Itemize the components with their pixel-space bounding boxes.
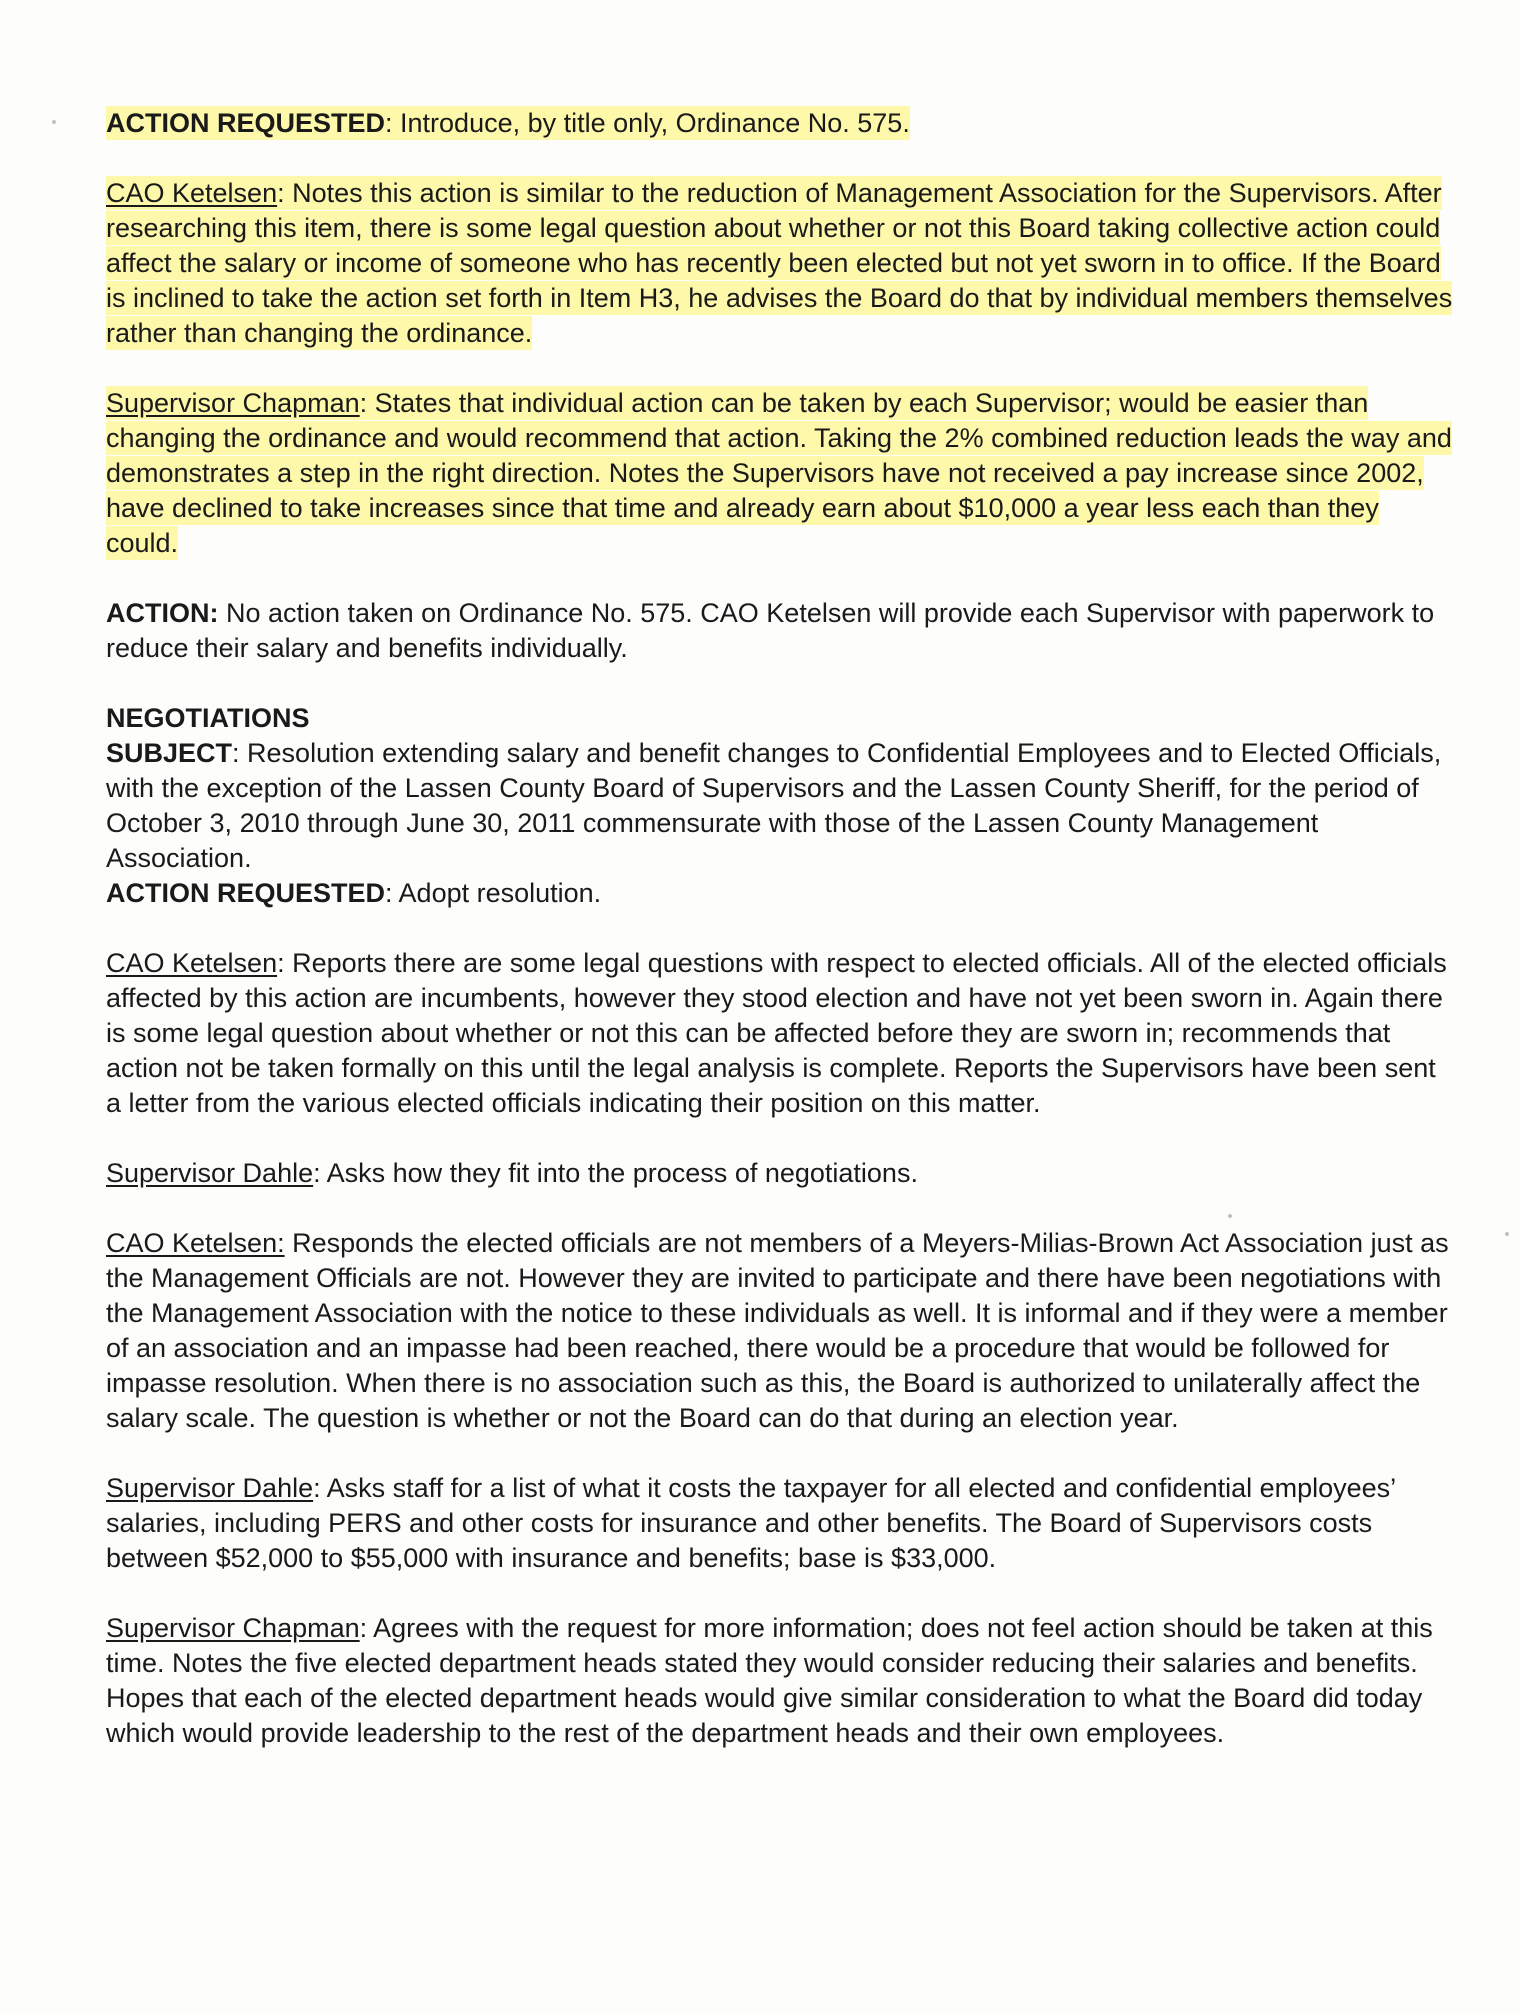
scan-speck	[52, 120, 56, 124]
statement-text: : States that individual action can be taken by each Supervisor; would be easier than changing the ordinance and would recommend that action. Taking the 2% combined reduction leads the way and demonstrates a step in the right direction. Notes the Supervisors have not received a pay increase since 2002, have declined to take increases since that time and already earn about $10,000 a year less each than they could.	[106, 388, 1452, 558]
statement-text: : Agrees with the request for more information; does not feel action should be taken at this time. Notes the five elected department heads stated they would consider reducing their salaries and benefits. Hopes that each of the elected department heads would give similar consideration to what the Board did today which would provide leadership to the rest of the department heads and their own employees.	[106, 1613, 1433, 1748]
highlighted-span	[106, 106, 910, 140]
statement-text: : Reports there are some legal questions with respect to elected officials. All of the elected officials affected by this action are incumbents, however they stood election and have not yet been sworn in. Again there is some legal question about whether or not this can be affected before they are sworn in; recommends that action not be taken formally on this until the legal analysis is complete. Reports the Supervisors have been sent a letter from the various elected officials indicating their position on this matter.	[106, 948, 1447, 1118]
speaker-name: CAO Ketelsen	[106, 178, 278, 208]
supervisor-chapman-statement-1	[106, 386, 1456, 561]
action-result	[106, 596, 1456, 666]
scan-speck	[1228, 1214, 1232, 1218]
statement-text: : Notes this action is similar to the reduction of Management Association for the Supervisors. After researching this item, there is some legal question about whether or not this Board taking collective action could affect the salary or income of someone who has recently been elected but not yet sworn in to office. If the Board is inclined to take the action set forth in Item H3, he advises the Board do that by individual members themselves rather than changing the ordinance.	[106, 178, 1453, 348]
cao-ketelsen-response	[106, 1226, 1456, 1436]
negotiations-section	[106, 701, 1459, 911]
negotiations-heading: NEGOTIATIONS	[106, 703, 310, 733]
supervisor-dahle-question	[106, 1156, 1456, 1191]
highlighted-span	[106, 176, 1452, 350]
cao-ketelsen-note-1	[106, 176, 1456, 351]
action-text: No action taken on Ordinance No. 575. CAO Ketelsen will provide each Supervisor with paperwork to reduce their salary and benefits individually.	[106, 598, 1435, 663]
action-requested-label: ACTION REQUESTED	[106, 878, 386, 908]
statement-text: Responds the elected officials are not members of a Meyers-Milias-Brown Act Association just as the Management Officials are not. However they are invited to participate and there have been negotiations with the Management Association with the notice to these individuals as well. It is informal and if they were a member of an association and an impasse had been reached, there would be a procedure that would be followed for impasse resolution. When there is no association such as this, the Board is authorized to unilaterally affect the salary scale. The question is whether or not the Board can do that during an election year.	[106, 1228, 1449, 1433]
speaker-name: CAO Ketelsen	[106, 948, 278, 978]
action-requested-text: : Introduce, by title only, Ordinance No. 575.	[385, 108, 910, 138]
highlighted-span	[106, 386, 1452, 560]
action-requested-label: ACTION REQUESTED	[106, 108, 386, 138]
speaker-name: Supervisor Chapman	[106, 388, 360, 418]
action-requested-resolution	[106, 876, 1456, 911]
action-label: ACTION:	[106, 598, 219, 628]
cao-ketelsen-report	[106, 946, 1456, 1121]
subject-line	[106, 736, 1456, 876]
statement-text: : Asks staff for a list of what it costs the taxpayer for all elected and confidential employees’ salaries, including PERS and other costs for insurance and other benefits. The Board of Supervisors costs between $52,000 to $55,000 with insurance and benefits; base is $33,000.	[106, 1473, 1396, 1573]
action-requested-ordinance	[106, 106, 1456, 141]
subject-label: SUBJECT	[106, 738, 233, 768]
action-requested-text: : Adopt resolution.	[385, 878, 602, 908]
speaker-name: Supervisor Chapman	[106, 1613, 360, 1643]
subject-text: : Resolution extending salary and benefit changes to Confidential Employees and to Elected Officials, with the exception of the Lassen County Board of Supervisors and the Lassen County Sheriff, for the period of October 3, 2010 through June 30, 2011 commensurate with those of the Lassen County Management Association.	[106, 738, 1442, 873]
speaker-name: CAO Ketelsen:	[106, 1228, 285, 1258]
supervisor-dahle-request	[106, 1471, 1456, 1576]
supervisor-chapman-statement-2	[106, 1611, 1456, 1751]
scan-speck	[1505, 1232, 1509, 1236]
statement-text: : Asks how they fit into the process of negotiations.	[313, 1158, 918, 1188]
speaker-name: Supervisor Dahle	[106, 1473, 314, 1503]
speaker-name: Supervisor Dahle	[106, 1158, 314, 1188]
